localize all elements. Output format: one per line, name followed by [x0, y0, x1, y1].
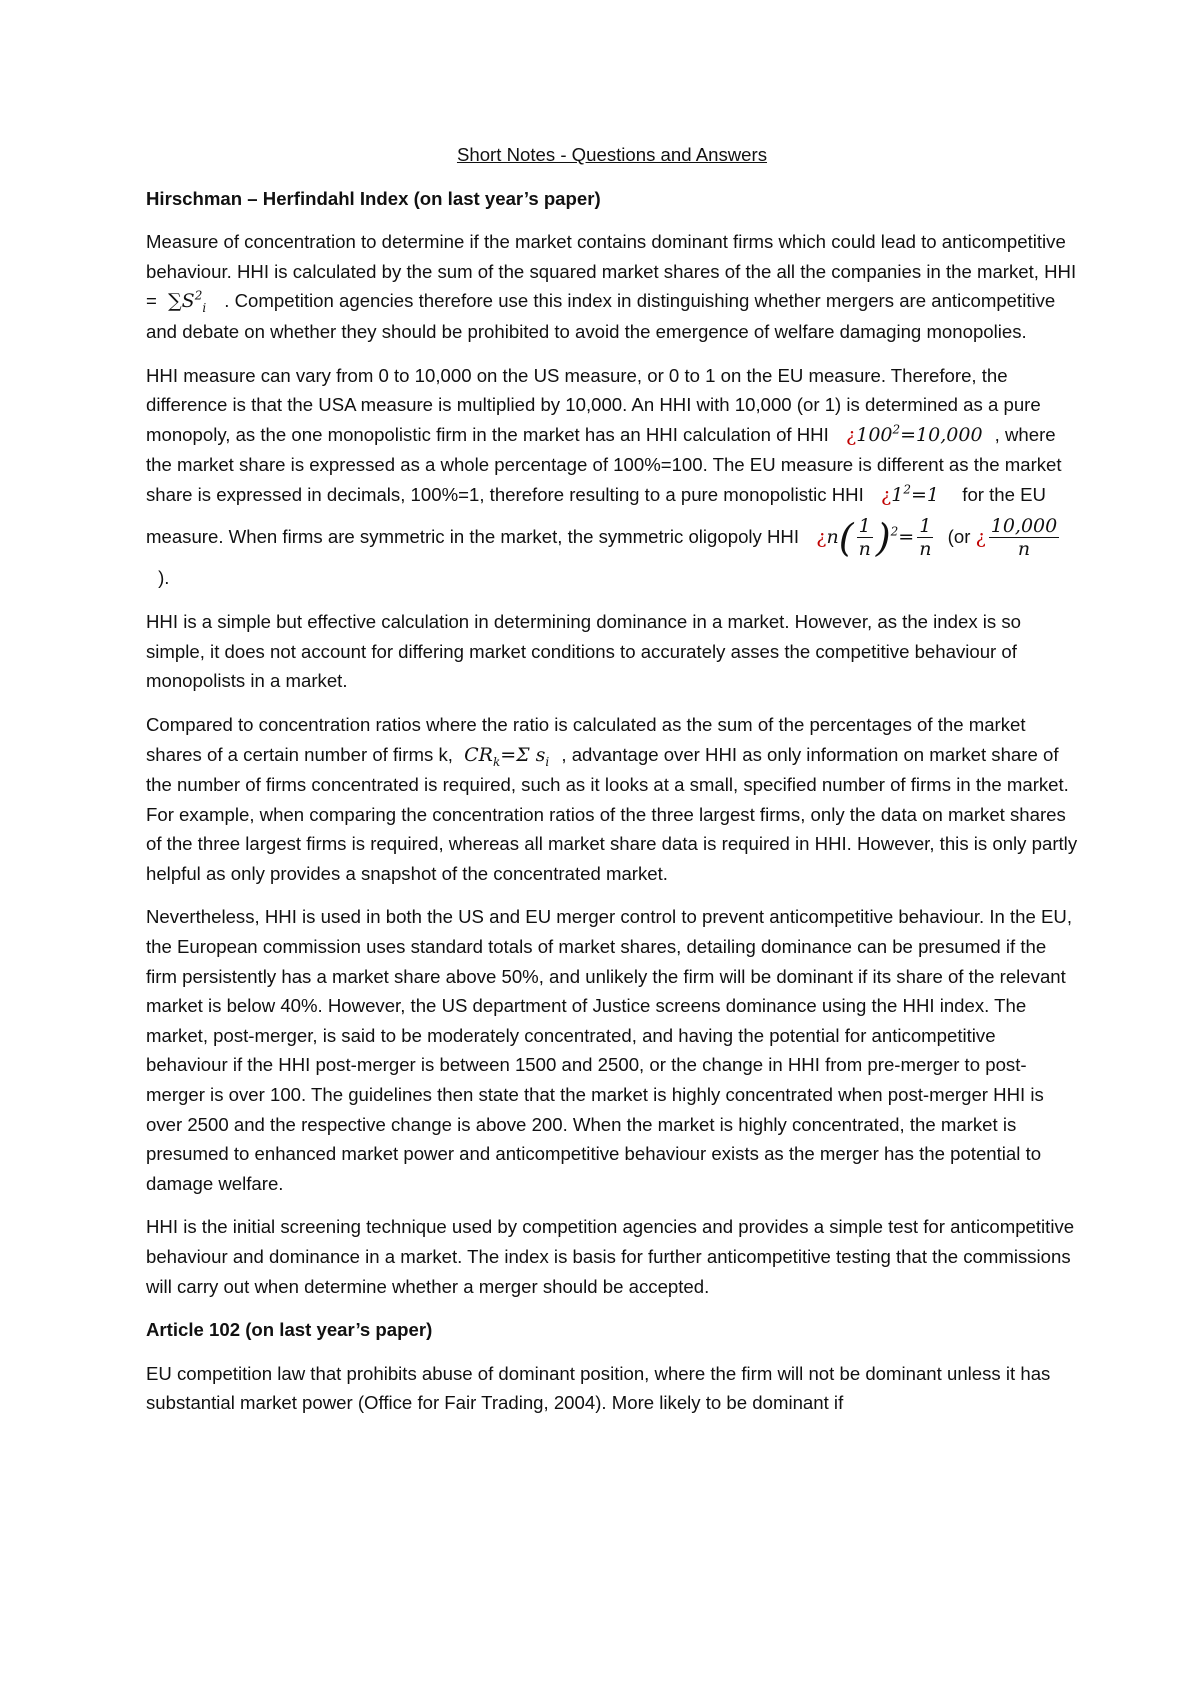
formula-var: 100 [856, 423, 893, 446]
section-heading-hhi: Hirschman – Herfindahl Index (on last year’s paper) [146, 187, 601, 209]
document-page [146, 140, 1078, 1432]
formula-sub: i [202, 301, 207, 316]
fraction-denominator: n [1017, 538, 1031, 561]
text: ). [158, 566, 170, 588]
paragraph-merger-control: Nevertheless, HHI is used in both the US and EU merger control to prevent anticompetitive behaviour. In the EU, the European commission uses standard totals of market shares, detailing dominance can be presumed if the firm persistently has a market share above 50%, and unlikely the firm will be dominant if its share of the relevant market is below 40%. However, the US department of Justice screens dominance using the HHI index. The market, post-merger, is said to be moderately concentrated, and having the potential for anticompetitive behaviour if the HHI post-merger is between 1500 and 2500, or the change in HHI from pre-merger to post-merger is over 100. The guidelines then state that the market is highly concentrated when post-merger HHI is over 2500 and the respective change is above 200. When the market is highly concentrated, the market is presumed to enhanced market power and anticompetitive behaviour exists as the merger has the potential to damage welfare. [146, 906, 1073, 1194]
text: Compared to concentration ratios where the ratio is calculated as the sum of the percentages of the market shares of a certain number of firms k, [146, 713, 1026, 765]
formula-var: =1 [910, 483, 939, 506]
formula-exp: 2 [892, 422, 901, 437]
formula-exp: 2 [194, 289, 203, 304]
text: , advantage over HHI as only information on market share of the number of firms concentrated is required, such as it looks at a small, specified number of firms in the market. For example, when comparing the concentration ratios of the three largest firms, only the data on market shares of the three largest firms is required, whereas all market share data is required in HHI. However, this is only partly helpful as only provides a snapshot of the concentrated market. [146, 743, 1078, 884]
text: . Competition agencies therefore use this index in distinguishing whether mergers are anticompetitive and debate on whether they should be prohibited to avoid the emergence of welfare damaging monopolies. [146, 290, 1056, 342]
formula-var: n [826, 525, 839, 548]
fraction [857, 515, 873, 560]
glyph: ¿ [975, 525, 986, 548]
glyph: ¿ [816, 525, 827, 548]
fraction-numerator: 1 [917, 515, 933, 538]
formula-sub: k [492, 754, 501, 769]
fraction [917, 515, 933, 560]
formula-eu-monopoly [869, 484, 957, 506]
formula-var: = [898, 525, 915, 548]
paragraph-article-102: EU competition law that prohibits abuse of dominant position, where the firm will not be dominant unless it has substantial market power (Office for Fair Trading, 2004). More likely to be dominant if [146, 1362, 1051, 1414]
glyph: ¿ [881, 483, 892, 506]
formula-var: =Σ s [500, 743, 546, 766]
section-heading-article-102: Article 102 (on last year’s paper) [146, 1319, 433, 1341]
text: (or [942, 525, 976, 547]
sum-symbol: ∑ [168, 290, 182, 313]
paragraph-hhi-range [146, 361, 1078, 594]
formula-var: =10,000 [900, 423, 983, 446]
fraction-denominator: n [919, 538, 932, 561]
text: HHI measure can vary from 0 to 10,000 on the US measure, or 0 to 1 on the EU measure. Therefore, the difference is that the USA measure is multiplied by 10,000. An HHI with 10,000 (or 1) is determined as a pure monopoly, as the one monopolistic firm in the market has an HHI calculation of HHI [146, 364, 1041, 445]
text: for the EU measure. When firms are symmetric in the market, the symmetric oligopoly HHI [146, 483, 1046, 547]
formula-us-monopoly [834, 424, 995, 446]
formula-var: S [181, 290, 195, 313]
paragraph-hhi-simplicity: HHI is a simple but effective calculation in determining dominance in a market. However, as the index is so simple, it does not account for differing market conditions to accurately asses the competitive behaviour of monopolists in a market. [146, 611, 1022, 692]
paragraph-screening: HHI is the initial screening technique used by competition agencies and provides a simple test for anticompetitive behaviour and dominance in a market. The index is basis for further anticompetitive testing that the commissions will carry out when determine whether a merger should be accepted. [146, 1216, 1075, 1297]
formula-exp: 2 [903, 482, 911, 497]
fraction-numerator: 1 [857, 515, 873, 538]
formula-symmetric-oligopoly: ¿n( $\frac{1}{n}$ )$^2$= $\frac{1}{n}$ [816, 515, 932, 561]
fraction-denominator: n [858, 538, 871, 561]
formula-cr-k [458, 743, 561, 769]
fraction [989, 515, 1059, 560]
text: , where the market share is expressed as a whole percentage of 100%=100. The EU measure is different as the market share is expressed in decimals, 100%=1, therefore resulting to a pure monopolistic HHI [146, 423, 1062, 505]
formula-exp: 2 [890, 524, 899, 539]
formula-sum-squares [162, 289, 224, 316]
formula-var: 1 [891, 483, 904, 506]
paragraph-hhi-definition [146, 227, 1078, 346]
document-title: Short Notes - Questions and Answers [456, 144, 768, 165]
formula-sub: i [545, 754, 550, 769]
text: Measure of concentration to determine if the market contains dominant firms which could lead to anticompetitive behaviour. HHI is calculated by the sum of the squared market shares of the all the companies in the market, HHI = [146, 231, 1077, 312]
formula-var: CR [464, 743, 493, 766]
paragraph-concentration-ratio [146, 710, 1078, 889]
fraction-numerator: 10,000 [990, 515, 1058, 538]
glyph: ¿ [846, 423, 857, 446]
